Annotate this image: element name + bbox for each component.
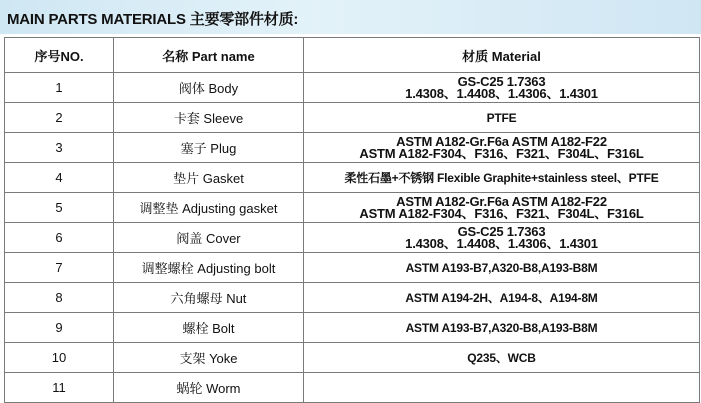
table-row (5, 373, 700, 403)
material-line: PTFE (486, 110, 517, 125)
material-line: ASTM A193-B7,A320-B8,A193-B8M (405, 260, 598, 275)
material-line: Q235、WCB (467, 350, 536, 365)
material-line: GS-C25 1.7363 (457, 73, 546, 89)
cell-part-name: 阀盖 Cover (114, 223, 304, 253)
cell-no: 4 (5, 163, 114, 193)
cell-material (304, 373, 700, 403)
cell-no: 9 (5, 313, 114, 343)
cell-part-name: 支架 Yoke (114, 343, 304, 373)
cell-no: 1 (5, 73, 114, 103)
cell-part-name: 调整垫 Adjusting gasket (114, 193, 304, 223)
cell-material (304, 223, 700, 253)
cell-no: 11 (5, 373, 114, 403)
cell-part-name: 蜗轮 Worm (114, 373, 304, 403)
cell-no: 5 (5, 193, 114, 223)
material-line: 1.4308、1.4408、1.4306、1.4301 (405, 235, 598, 251)
material-line: ASTM A182-F304、F316、F321、F304L、F316L (359, 205, 644, 221)
material-line: GS-C25 1.7363 (457, 223, 546, 239)
table-row (5, 163, 700, 193)
table-row (5, 73, 700, 103)
page-title (7, 8, 298, 29)
cell-no: 10 (5, 343, 114, 373)
material-line: ASTM A182-Gr.F6a ASTM A182-F22 (396, 193, 607, 209)
title-bar (0, 0, 701, 34)
title-cn: 主要零部件材质: (189, 11, 299, 28)
header-part-name: 名称 Part name (114, 38, 304, 73)
cell-part-name: 调整螺栓 Adjusting bolt (114, 253, 304, 283)
table-row (5, 283, 700, 313)
title-en: MAIN PARTS MATERIALS (7, 11, 186, 28)
cell-material (304, 313, 700, 343)
material-line: 1.4308、1.4408、1.4306、1.4301 (405, 85, 598, 101)
cell-material (304, 253, 700, 283)
cell-no: 6 (5, 223, 114, 253)
material-line: ASTM A194-2H、A194-8、A194-8M (405, 290, 598, 305)
cell-no: 7 (5, 253, 114, 283)
table-row (5, 133, 700, 163)
material-line: 柔性石墨+不锈钢 Flexible Graphite+stainless steel、PTFE (344, 170, 659, 185)
parts-materials-table (4, 37, 700, 403)
material-line: ASTM A182-F304、F316、F321、F304L、F316L (359, 145, 644, 161)
cell-part-name: 六角螺母 Nut (114, 283, 304, 313)
table-row (5, 223, 700, 253)
material-line: ASTM A193-B7,A320-B8,A193-B8M (405, 320, 598, 335)
material-line: ASTM A182-Gr.F6a ASTM A182-F22 (396, 133, 607, 149)
cell-material (304, 193, 700, 223)
table-row (5, 253, 700, 283)
table-row (5, 103, 700, 133)
cell-part-name: 阀体 Body (114, 73, 304, 103)
table-row (5, 343, 700, 373)
cell-part-name: 螺栓 Bolt (114, 313, 304, 343)
table-row (5, 313, 700, 343)
cell-material (304, 133, 700, 163)
cell-part-name: 卡套 Sleeve (114, 103, 304, 133)
cell-no: 3 (5, 133, 114, 163)
cell-no: 2 (5, 103, 114, 133)
cell-material (304, 73, 700, 103)
header-no: 序号NO. (5, 38, 114, 73)
cell-material (304, 163, 700, 193)
cell-part-name: 塞子 Plug (114, 133, 304, 163)
cell-no: 8 (5, 283, 114, 313)
cell-material (304, 283, 700, 313)
header-material: 材质 Material (304, 38, 700, 73)
cell-material (304, 103, 700, 133)
table-row (5, 193, 700, 223)
table-header-row (5, 38, 700, 73)
cell-material (304, 343, 700, 373)
cell-part-name: 垫片 Gasket (114, 163, 304, 193)
